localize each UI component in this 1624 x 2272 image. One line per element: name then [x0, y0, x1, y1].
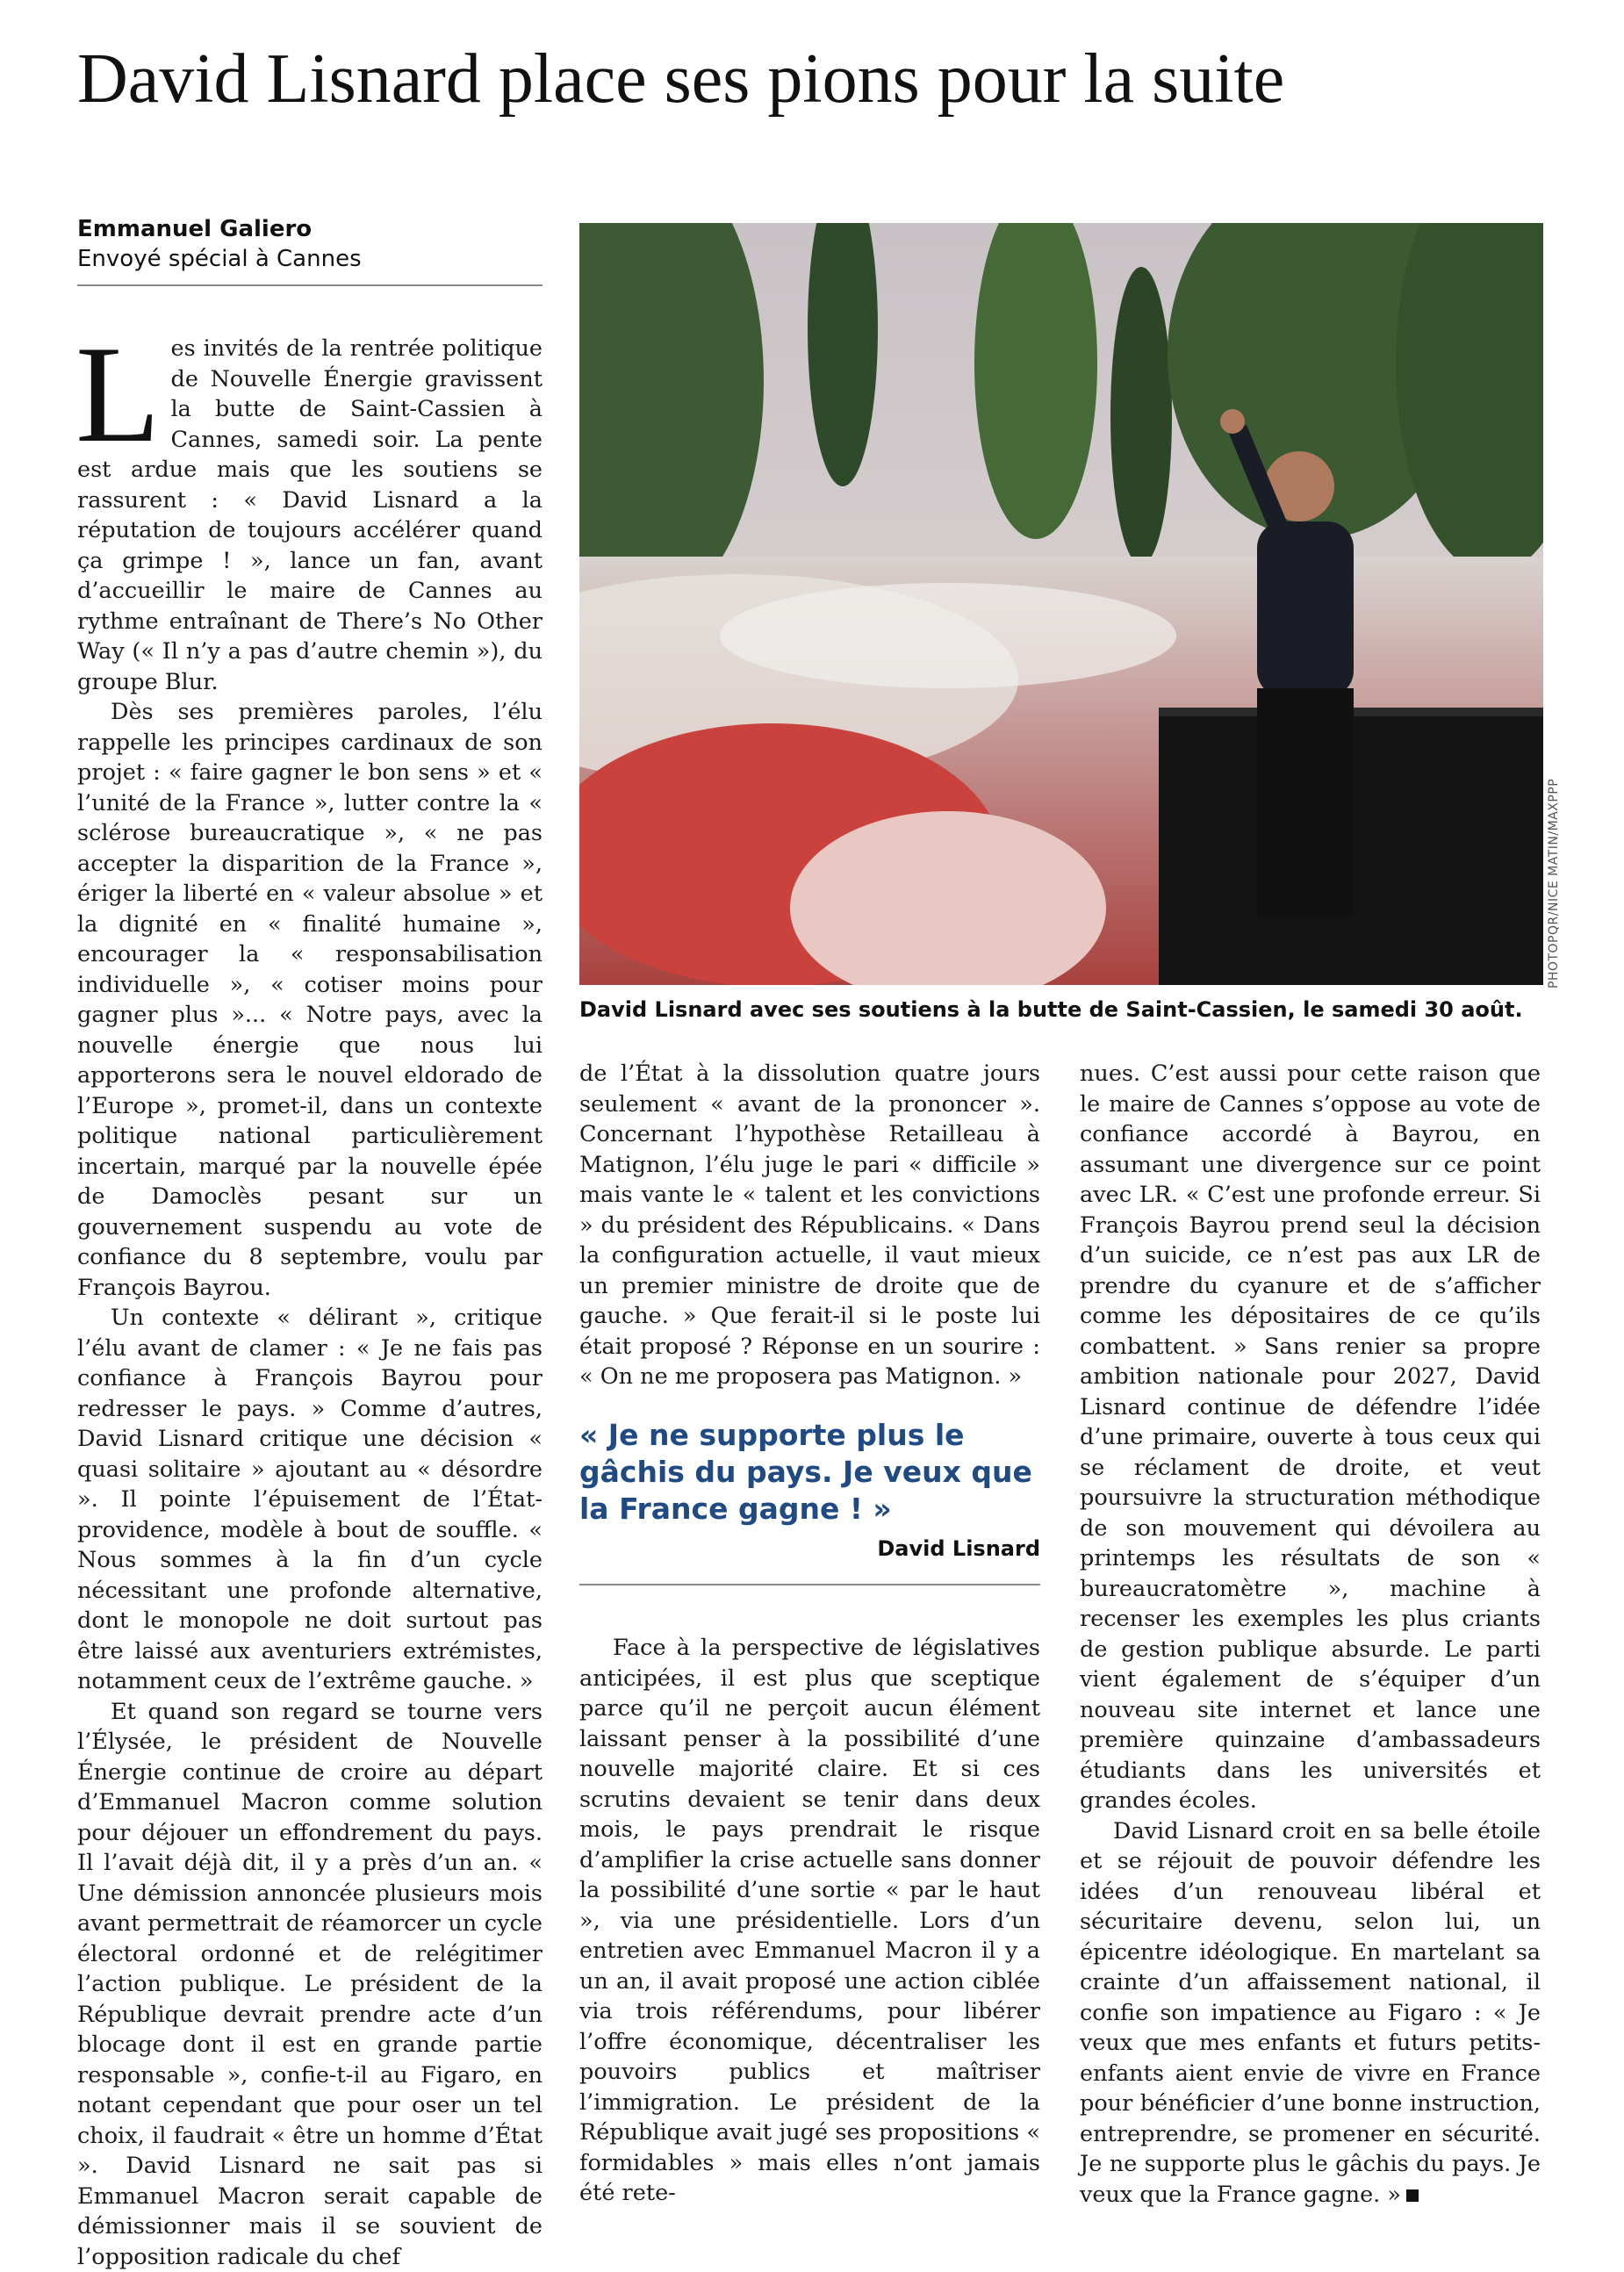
paragraph-1-text: es invités de la rentrée politique de Nouvelle Énergie gravissent la butte de Saint-Cassien à Cannes, samedi soir. La pente est ardue mais que les soutiens se rassurent : « David Lisnard a la réputation de toujours accélérer quand ça grimpe ! », lance un fan, avant d’accueillir le maire de Cannes au rythme entraînant de There’s No Other Way (« Il n’y a pas d’autre chemin »), du groupe Blur. [77, 335, 543, 695]
photo-illustration [579, 223, 1543, 985]
byline [77, 214, 543, 286]
article-photo [579, 223, 1543, 985]
author-name: Emmanuel Galiero [77, 214, 543, 244]
pull-quote-text: « Je ne supporte plus le gâchis du pays. Je veux que la France gagne ! » [579, 1417, 1040, 1528]
pull-quote [579, 1417, 1040, 1585]
headline: David Lisnard place ses pions pour la suite [77, 40, 1570, 118]
article-column-1 [77, 334, 543, 2272]
paragraph-3: Un contexte « délirant », critique l’élu avant de clamer : « Je ne fais pas confiance à François Bayrou pour redresser le pays. » Comme d’autres, David Lisnard critique une décision « quasi solitaire » ajoutant au « désordre ». Il pointe l’épuisement de l’État-providence, modèle à bout de souffle. « Nous sommes à la fin d’un cycle nécessitant une profonde alternative, dont le monopole ne doit surtout pas être laissé aux aventuriers extrémistes, notamment ceux de l’extrême gauche. » [77, 1303, 543, 1697]
photo-credit: PHOTOPQR/NICE MATIN/MAXPPP [1547, 779, 1561, 989]
paragraph-5: de l’État à la dissolution quatre jours seulement « avant de la prononcer ». Concernant l’hypothèse Retailleau à Matignon, l’élu juge le pari « difficile » mais vante le « talent et les convictions » du président des Républicains. « Dans la configuration actuelle, il vaut mieux un premier ministre de droite que de gauche. » Que ferait-il si le poste lui était proposé ? Réponse en un sourire : « On ne me proposera pas Matignon. » [579, 1059, 1040, 1392]
article-column-2-bottom [579, 1633, 1040, 2209]
paragraph-4: Et quand son regard se tourne vers l’Élysée, le président de Nouvelle Énergie continue de croire au départ d’Emmanuel Macron comme solution pour déjouer un effondrement du pays. Il l’avait déjà dit, il y a près d’un an. « Une démission annoncée plusieurs mois avant permettrait de réamorcer un cycle électoral ordonné et de relégitimer l’action publique. Le président de la République devrait prendre acte d’un blocage dont il est en grande partie responsable », confie-t-il au Figaro, en notant cependant que pour oser un tel choix, il faudrait « être un homme d’État ». David Lisnard ne sait pas si Emmanuel Macron serait capable de démissionner mais il se souvient de l’opposition radicale du chef [77, 1697, 543, 2272]
pull-quote-divider [579, 1584, 1040, 1585]
drop-cap: L [75, 339, 161, 451]
article-column-3 [1080, 1059, 1541, 2210]
paragraph-6: Face à la perspective de législatives anticipées, il est plus que sceptique parce qu’il ne perçoit aucun élément laissant penser à la possibilité d’une nouvelle majorité claire. Et si ces scrutins devaient se tenir dans deux mois, le pays prendrait le risque d’amplifier la crise actuelle sans donner la possibilité d’une sortie « par le haut », via une présidentielle. Lors d’un entretien avec Emmanuel Macron il y a un an, il avait proposé une action ciblée via trois référendums, pour libérer l’offre économique, décentraliser les pouvoirs publics et maîtriser l’immigration. Le président de la République avait jugé ses propositions « formidables » mais elles n’ont jamais été rete- [579, 1633, 1040, 2209]
photo-caption: David Lisnard avec ses soutiens à la butte de Saint-Cassien, le samedi 30 août. [579, 996, 1545, 1024]
byline-divider [77, 284, 543, 286]
end-of-article-mark [1406, 2189, 1419, 2202]
author-role: Envoyé spécial à Cannes [77, 244, 543, 274]
paragraph-8 [1080, 1816, 1541, 2211]
paragraph-8-text: David Lisnard croit en sa belle étoile et se réjouit de pouvoir défendre les idées d’un renouveau libéral et sécuritaire devenu, selon lui, un épicentre idéologique. En martelant sa crainte d’un affaissement national, il confie son impatience au Figaro : « Je veux que mes enfants et futurs petits-enfants aient envie de vivre en France pour bénéficier d’une bonne instruction, entreprendre, se promener en sécurité. Je ne supporte plus le gâchis du pays. Je veux que la France gagne. » [1080, 1818, 1541, 2208]
paragraph-2: Dès ses premières paroles, l’élu rappelle les principes cardinaux de son projet : « faire gagner le bon sens » et « l’unité de la France », lutter contre la « sclérose bureaucratique », « ne pas accepter la disparition de la France », ériger la liberté en « valeur absolue » et la dignité en « finalité humaine », encourager la « responsabilisation individuelle », « cotiser moins pour gagner plus »... « Notre pays, avec la nouvelle énergie que nous lui apporterons sera le nouvel eldorado de l’Europe », promet-il, dans un contexte politique national particulièrement incertain, marqué par la nouvelle épée de Damoclès pesant sur un gouvernement suspendu au vote de confiance du 8 septembre, voulu par François Bayrou. [77, 697, 543, 1303]
paragraph-1 [77, 334, 543, 697]
pull-quote-author: David Lisnard [579, 1536, 1040, 1561]
article-column-2-top [579, 1059, 1040, 1392]
paragraph-7: nues. C’est aussi pour cette raison que le maire de Cannes s’oppose au vote de confiance accordé à Bayrou, en assumant une divergence sur ce point avec LR. « C’est une profonde erreur. Si François Bayrou prend seul la décision d’un suicide, ce n’est pas aux LR de prendre du cyanure et de s’afficher comme les dépositaires de ce qu’ils combattent. » Sans renier sa propre ambition nationale pour 2027, David Lisnard continue de défendre l’idée d’une primaire, ouverte à tous ceux qui se réclament de droite, et veut poursuivre la structuration méthodique de son mouvement qui dévoilera au printemps les résultats de son « bureaucratomètre », machine à recenser les exemples les plus criants de gestion publique absurde. Le parti vient également de s’équiper d’un nouveau site internet et lance une première quinzaine d’ambassadeurs étudiants dans les universités et grandes écoles. [1080, 1059, 1541, 1816]
